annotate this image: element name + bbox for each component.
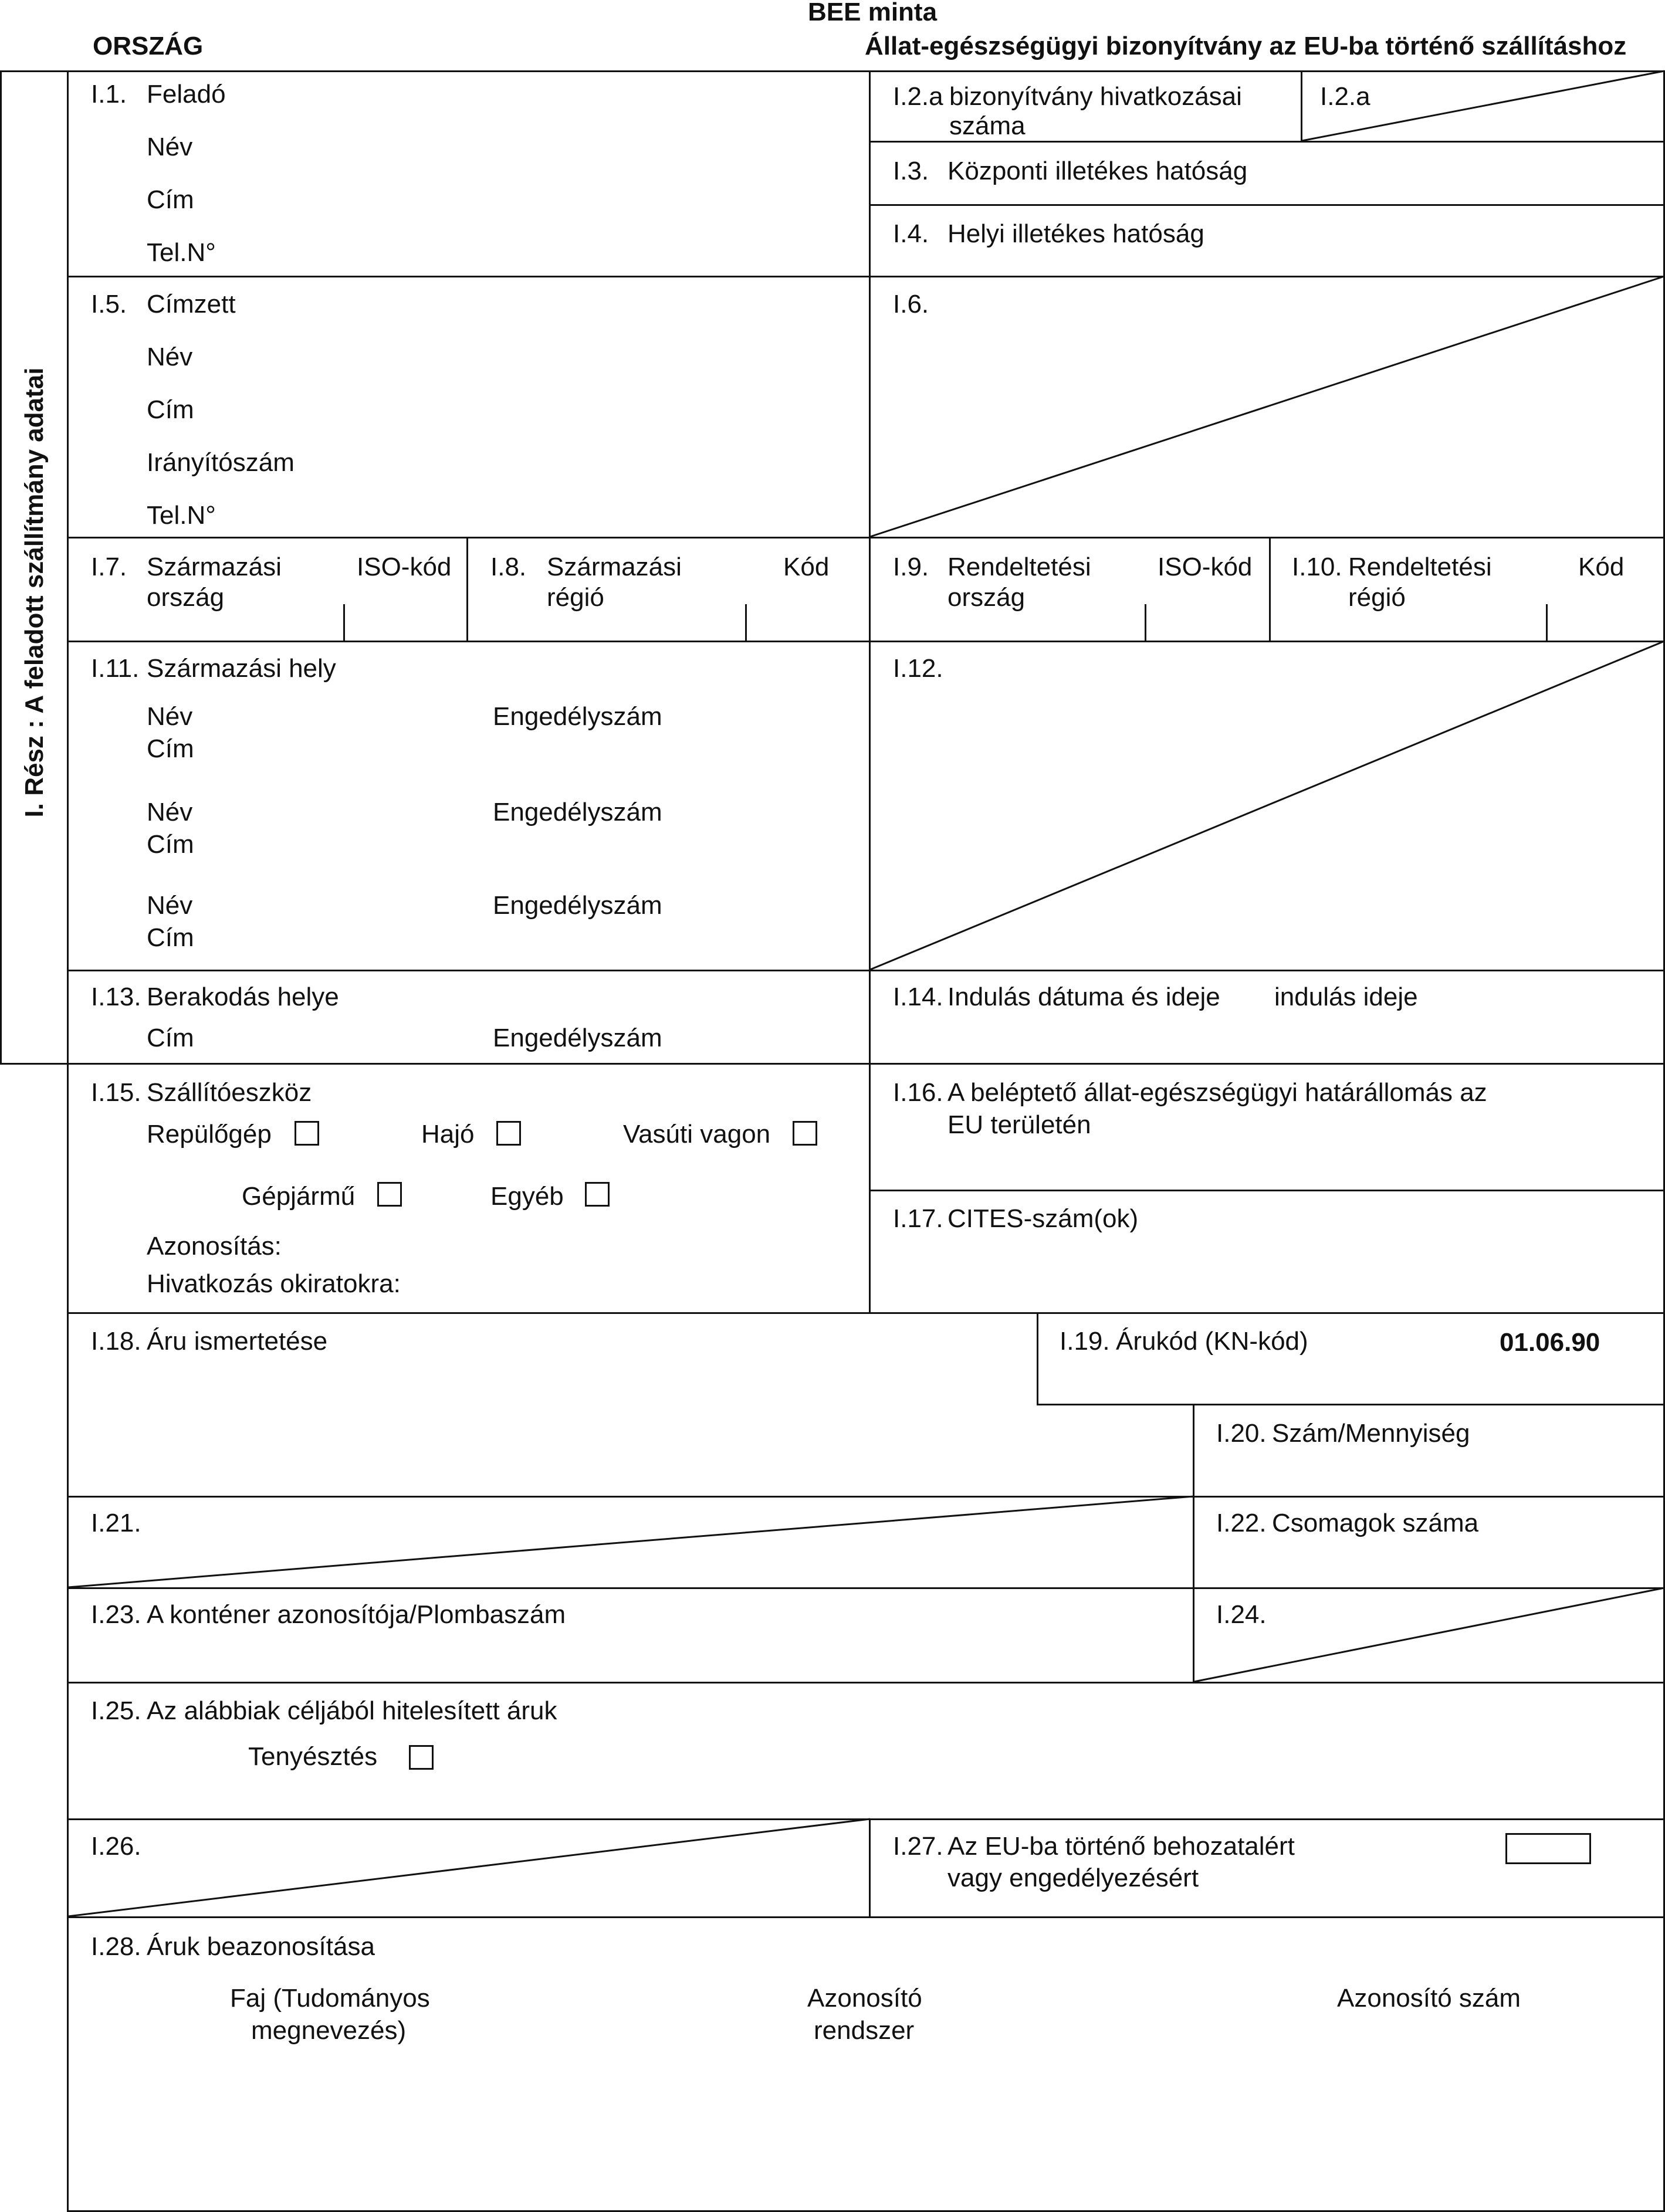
- i1-title: Feladó: [147, 80, 226, 109]
- i15-road-checkbox[interactable]: [377, 1182, 402, 1207]
- i15-other-label: Egyéb: [490, 1182, 564, 1211]
- i14-number: I.14.: [893, 983, 943, 1011]
- i11-entry-address: Cím: [147, 734, 194, 763]
- i8-label-line1: Származási: [547, 553, 682, 581]
- i11-entry-approval: Engedélyszám: [493, 798, 662, 826]
- i5-title: Címzett: [147, 290, 236, 319]
- i24-number: I.24.: [1216, 1600, 1267, 1629]
- i5-number: I.5.: [91, 290, 127, 319]
- i5-tel-label: Tel.N°: [147, 501, 216, 530]
- side-label-text: I. Rész : A feladott szállítmány adatai: [20, 367, 49, 818]
- i28-species-header-line2: megnevezés): [251, 2016, 407, 2045]
- i3-title: Központi illetékes hatóság: [947, 157, 1248, 185]
- i11-entry-name: Név: [147, 702, 193, 731]
- i9-label-line1: Rendeltetési: [947, 553, 1091, 581]
- i1-tel-label: Tel.N°: [147, 238, 216, 267]
- i13-title: Berakodás helye: [147, 983, 339, 1011]
- i13-address-label: Cím: [147, 1024, 194, 1052]
- i15-ship-checkbox[interactable]: [496, 1121, 521, 1146]
- i7-label-line1: Származási: [147, 553, 282, 581]
- i28-species-header-line1: Faj (Tudományos: [230, 1984, 430, 2013]
- i21-number: I.21.: [91, 1509, 141, 1537]
- i8-code-label: Kód: [783, 553, 830, 581]
- i12-strike-line: [870, 641, 1664, 970]
- i19-number: I.19.: [1060, 1327, 1110, 1356]
- i11-entry-name: Név: [147, 891, 193, 920]
- i20-title: Szám/Mennyiség: [1272, 1419, 1470, 1448]
- i2a-number: I.2.a: [1320, 82, 1370, 111]
- country-label: ORSZÁG: [93, 32, 204, 60]
- i16-label-line2: EU területén: [947, 1110, 1091, 1139]
- i10-code-label: Kód: [1578, 553, 1625, 581]
- i28-idsystem-header-line1: Azonosító: [807, 1984, 922, 2013]
- i5-postcode-label: Irányítószám: [147, 448, 295, 477]
- i28-number: I.28.: [91, 1932, 141, 1961]
- i7-code-label: ISO-kód: [357, 553, 452, 581]
- i7-number: I.7.: [91, 553, 127, 581]
- i15-rail-label: Vasúti vagon: [623, 1120, 771, 1149]
- i15-road-label: Gépjármű: [242, 1182, 356, 1211]
- i11-entry-approval: Engedélyszám: [493, 702, 662, 731]
- model-label: BEE minta: [808, 0, 938, 26]
- i13-approval-label: Engedélyszám: [493, 1024, 662, 1052]
- i2-number: I.2.a: [893, 82, 943, 111]
- i23-number: I.23.: [91, 1600, 141, 1629]
- i10-label-line1: Rendeltetési: [1348, 553, 1492, 581]
- i25-number: I.25.: [91, 1696, 141, 1725]
- i18-number: I.18.: [91, 1327, 141, 1356]
- i22-number: I.22.: [1216, 1509, 1267, 1537]
- i15-number: I.15.: [91, 1078, 141, 1107]
- i25-title: Az alábbiak céljából hitelesített áruk: [147, 1696, 557, 1725]
- i3-number: I.3.: [893, 157, 929, 185]
- i16-number: I.16.: [893, 1078, 943, 1107]
- i15-documents-label: Hivatkozás okiratokra:: [147, 1269, 401, 1298]
- i9-number: I.9.: [893, 553, 929, 581]
- i19-code-value: 01.06.90: [1500, 1328, 1600, 1357]
- i15-title: Szállítóeszköz: [147, 1078, 312, 1107]
- i28-idsystem-header-line2: rendszer: [814, 2016, 915, 2045]
- i11-entry-address: Cím: [147, 923, 194, 952]
- i6-strike-line: [870, 276, 1664, 537]
- i15-plane-checkbox[interactable]: [295, 1121, 319, 1146]
- i8-number: I.8.: [490, 553, 527, 581]
- i26-number: I.26.: [91, 1832, 141, 1861]
- i27-number: I.27.: [893, 1832, 943, 1861]
- i11-title: Származási hely: [147, 654, 336, 683]
- i26-strike-line: [68, 1819, 870, 1916]
- i10-label-line2: régió: [1348, 583, 1406, 612]
- i2-label-line2: száma: [949, 111, 1026, 140]
- i11-entry-address: Cím: [147, 830, 194, 859]
- i15-other-checkbox[interactable]: [585, 1182, 610, 1207]
- i4-number: I.4.: [893, 219, 929, 248]
- i18-title: Áru ismertetése: [147, 1327, 328, 1356]
- i25-breeding-checkbox[interactable]: [409, 1745, 434, 1770]
- i15-plane-label: Repülőgép: [147, 1120, 272, 1149]
- certificate-title: Állat-egészségügyi bizonyítvány az EU-ba történő szállításhoz: [865, 32, 1627, 60]
- i11-number: I.11.: [91, 654, 140, 683]
- i10-number: I.10.: [1292, 553, 1342, 581]
- i9-label-line2: ország: [947, 583, 1026, 612]
- i4-title: Helyi illetékes hatóság: [947, 219, 1204, 248]
- i23-title: A konténer azonosítója/Plombaszám: [147, 1600, 566, 1629]
- i20-number: I.20.: [1216, 1419, 1267, 1448]
- i16-label-line1: A beléptető állat-egészségügyi határállomás az: [947, 1078, 1487, 1107]
- i13-number: I.13.: [91, 983, 141, 1011]
- i11-entry-approval: Engedélyszám: [493, 891, 662, 920]
- i1-address-label: Cím: [147, 185, 194, 214]
- i27-label-line1: Az EU-ba történő behozatalért: [947, 1832, 1295, 1861]
- i19-title: Árukód (KN-kód): [1116, 1327, 1308, 1356]
- i12-number: I.12.: [893, 654, 943, 683]
- i28-idnumber-header: Azonosító szám: [1337, 1984, 1521, 2013]
- i15-ship-label: Hajó: [421, 1120, 475, 1149]
- i17-number: I.17.: [893, 1204, 943, 1233]
- i21-strike-line: [68, 1496, 1194, 1587]
- i2-label-line1: bizonyítvány hivatkozásai: [949, 82, 1242, 111]
- i11-entry-name: Név: [147, 798, 193, 826]
- i6-number: I.6.: [893, 290, 929, 319]
- i14-title: Indulás dátuma és ideje: [947, 983, 1220, 1011]
- i25-breeding-label: Tenyésztés: [248, 1742, 378, 1771]
- i15-identification-label: Azonosítás:: [147, 1232, 282, 1261]
- i7-label-line2: ország: [147, 583, 225, 612]
- i22-title: Csomagok száma: [1272, 1509, 1479, 1537]
- i15-rail-checkbox[interactable]: [793, 1121, 817, 1146]
- i5-name-label: Név: [147, 343, 193, 371]
- i1-number: I.1.: [91, 80, 127, 109]
- i9-code-label: ISO-kód: [1158, 553, 1253, 581]
- i14-time-label: indulás ideje: [1274, 983, 1418, 1011]
- i27-label-line2: vagy engedélyezésért: [947, 1864, 1199, 1892]
- i28-title: Áruk beazonosítása: [147, 1932, 375, 1961]
- i1-name-label: Név: [147, 133, 193, 161]
- i27-entry-box[interactable]: [1505, 1833, 1591, 1864]
- i5-address-label: Cím: [147, 395, 194, 424]
- i17-title: CITES-szám(ok): [947, 1204, 1139, 1233]
- i8-label-line2: régió: [547, 583, 604, 612]
